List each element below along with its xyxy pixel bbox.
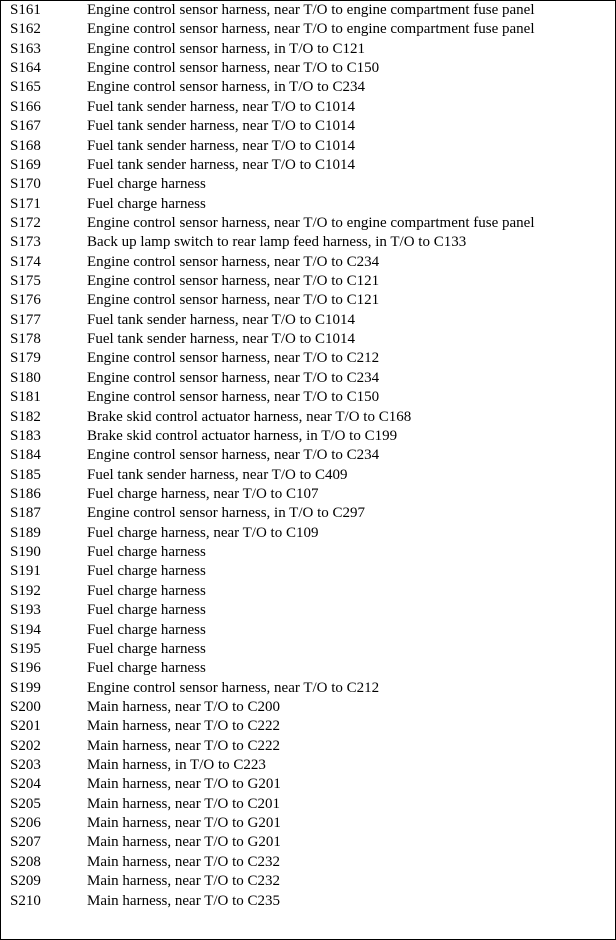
splice-code: S186 <box>10 485 41 502</box>
list-item <box>0 504 614 523</box>
list-item <box>0 872 614 891</box>
splice-code: S196 <box>10 660 41 677</box>
list-item <box>0 272 614 291</box>
splice-description: Fuel charge harness <box>87 640 206 657</box>
splice-code: S205 <box>10 795 41 812</box>
splice-description: Fuel tank sender harness, near T/O to C1014 <box>87 156 356 173</box>
splice-code: S195 <box>10 640 41 657</box>
list-item <box>0 175 614 194</box>
list-item <box>0 388 614 407</box>
list-item <box>0 98 614 117</box>
list-item <box>0 524 614 543</box>
list-item <box>0 78 614 97</box>
splice-description: Fuel charge harness <box>87 582 206 599</box>
list-item <box>0 543 614 562</box>
splice-code: S208 <box>10 853 41 870</box>
list-item <box>0 291 614 310</box>
splice-code: S172 <box>10 214 41 231</box>
splice-description: Fuel charge harness <box>87 602 206 619</box>
list-item <box>0 330 614 349</box>
list-item <box>0 20 614 39</box>
splice-code: S175 <box>10 273 41 290</box>
splice-description: Main harness, near T/O to C201 <box>87 795 281 812</box>
splice-code: S177 <box>10 311 41 328</box>
splice-code: S189 <box>10 524 41 541</box>
splice-description: Engine control sensor harness, near T/O to engine compartment fuse panel <box>87 214 535 231</box>
list-item <box>0 795 614 814</box>
list-item <box>0 59 614 78</box>
splice-description: Main harness, near T/O to G201 <box>87 776 281 793</box>
list-item <box>0 659 614 678</box>
splice-code: S181 <box>10 389 41 406</box>
splice-description: Main harness, in T/O to C223 <box>87 757 266 774</box>
splice-code: S209 <box>10 873 41 890</box>
splice-description: Engine control sensor harness, near T/O to C150 <box>87 389 380 406</box>
splice-list <box>0 1 614 911</box>
splice-code: S180 <box>10 369 41 386</box>
list-item <box>0 408 614 427</box>
splice-code: S194 <box>10 621 41 638</box>
splice-code: S185 <box>10 466 41 483</box>
list-item <box>0 737 614 756</box>
splice-description: Fuel tank sender harness, near T/O to C1014 <box>87 98 356 115</box>
list-item <box>0 195 614 214</box>
list-item <box>0 814 614 833</box>
list-item <box>0 311 614 330</box>
splice-description: Main harness, near T/O to G201 <box>87 834 281 851</box>
list-item <box>0 40 614 59</box>
splice-description: Fuel charge harness <box>87 621 206 638</box>
list-item <box>0 214 614 233</box>
splice-code: S191 <box>10 563 41 580</box>
splice-description: Fuel tank sender harness, near T/O to C1014 <box>87 118 356 135</box>
list-item <box>0 156 614 175</box>
splice-code: S179 <box>10 350 41 367</box>
splice-description: Engine control sensor harness, in T/O to C121 <box>87 40 366 57</box>
splice-code: S192 <box>10 582 41 599</box>
splice-code: S201 <box>10 718 41 735</box>
splice-description: Main harness, near T/O to C200 <box>87 698 281 715</box>
splice-description: Main harness, near T/O to C222 <box>87 718 281 735</box>
splice-description: Engine control sensor harness, in T/O to C234 <box>87 79 366 96</box>
splice-code: S162 <box>10 21 41 38</box>
splice-code: S203 <box>10 757 41 774</box>
splice-code: S165 <box>10 79 41 96</box>
splice-code: S206 <box>10 815 41 832</box>
splice-description: Fuel charge harness <box>87 195 206 212</box>
splice-code: S168 <box>10 137 41 154</box>
splice-description: Fuel charge harness <box>87 176 206 193</box>
list-item <box>0 601 614 620</box>
list-item <box>0 853 614 872</box>
list-item <box>0 717 614 736</box>
splice-code: S193 <box>10 602 41 619</box>
splice-code: S187 <box>10 505 41 522</box>
list-item <box>0 833 614 852</box>
splice-code: S174 <box>10 253 41 270</box>
splice-description: Fuel charge harness <box>87 563 206 580</box>
list-item <box>0 640 614 659</box>
list-item <box>0 466 614 485</box>
list-item <box>0 485 614 504</box>
splice-code: S161 <box>10 2 41 18</box>
splice-description: Fuel tank sender harness, near T/O to C1014 <box>87 311 356 328</box>
list-item <box>0 698 614 717</box>
list-item <box>0 775 614 794</box>
list-item <box>0 233 614 252</box>
list-item <box>0 137 614 156</box>
list-item <box>0 562 614 581</box>
list-item <box>0 582 614 601</box>
list-item <box>0 892 614 911</box>
splice-code: S204 <box>10 776 41 793</box>
splice-code: S178 <box>10 331 41 348</box>
splice-code: S184 <box>10 447 41 464</box>
list-item <box>0 621 614 640</box>
list-item <box>0 427 614 446</box>
splice-code: S182 <box>10 408 41 425</box>
splice-description: Fuel tank sender harness, near T/O to C1014 <box>87 137 356 154</box>
splice-description: Engine control sensor harness, in T/O to C297 <box>87 505 366 522</box>
splice-description: Engine control sensor harness, near T/O to engine compartment fuse panel <box>87 2 535 18</box>
list-item <box>0 349 614 368</box>
splice-code: S207 <box>10 834 41 851</box>
splice-description: Engine control sensor harness, near T/O to C150 <box>87 60 380 77</box>
splice-code: S173 <box>10 234 41 251</box>
splice-description: Back up lamp switch to rear lamp feed harness, in T/O to C133 <box>87 234 467 251</box>
list-item <box>0 756 614 775</box>
splice-code: S169 <box>10 156 41 173</box>
splice-code: S176 <box>10 292 41 309</box>
splice-code: S210 <box>10 892 41 909</box>
splice-description: Brake skid control actuator harness, in T/O to C199 <box>87 427 398 444</box>
list-item <box>0 679 614 698</box>
splice-description: Engine control sensor harness, near T/O to C234 <box>87 253 380 270</box>
splice-description: Engine control sensor harness, near T/O to C121 <box>87 273 380 290</box>
list-item <box>0 446 614 465</box>
list-item <box>0 253 614 272</box>
splice-code: S190 <box>10 544 41 561</box>
splice-code: S164 <box>10 60 41 77</box>
splice-description: Engine control sensor harness, near T/O to engine compartment fuse panel <box>87 21 535 38</box>
splice-code: S183 <box>10 427 41 444</box>
splice-description: Main harness, near T/O to G201 <box>87 815 281 832</box>
splice-description: Engine control sensor harness, near T/O to C121 <box>87 292 380 309</box>
splice-description: Main harness, near T/O to C235 <box>87 892 281 909</box>
splice-description: Engine control sensor harness, near T/O to C212 <box>87 679 380 696</box>
splice-description: Engine control sensor harness, near T/O to C234 <box>87 447 380 464</box>
splice-description: Main harness, near T/O to C222 <box>87 737 281 754</box>
splice-description: Main harness, near T/O to C232 <box>87 853 281 870</box>
list-item <box>0 1 614 20</box>
splice-description: Fuel charge harness <box>87 660 206 677</box>
splice-description: Fuel tank sender harness, near T/O to C409 <box>87 466 348 483</box>
splice-description: Brake skid control actuator harness, near T/O to C168 <box>87 408 412 425</box>
splice-description: Fuel tank sender harness, near T/O to C1014 <box>87 331 356 348</box>
splice-description: Fuel charge harness, near T/O to C109 <box>87 524 319 541</box>
splice-description: Fuel charge harness, near T/O to C107 <box>87 485 319 502</box>
splice-code: S166 <box>10 98 41 115</box>
splice-code: S199 <box>10 679 41 696</box>
splice-description: Main harness, near T/O to C232 <box>87 873 281 890</box>
splice-description: Fuel charge harness <box>87 544 206 561</box>
list-item <box>0 369 614 388</box>
list-item <box>0 117 614 136</box>
splice-code: S167 <box>10 118 41 135</box>
splice-code: S171 <box>10 195 41 212</box>
splice-code: S200 <box>10 698 41 715</box>
splice-description: Engine control sensor harness, near T/O to C212 <box>87 350 380 367</box>
splice-code: S163 <box>10 40 41 57</box>
splice-code: S170 <box>10 176 41 193</box>
splice-description: Engine control sensor harness, near T/O to C234 <box>87 369 380 386</box>
splice-code: S202 <box>10 737 41 754</box>
